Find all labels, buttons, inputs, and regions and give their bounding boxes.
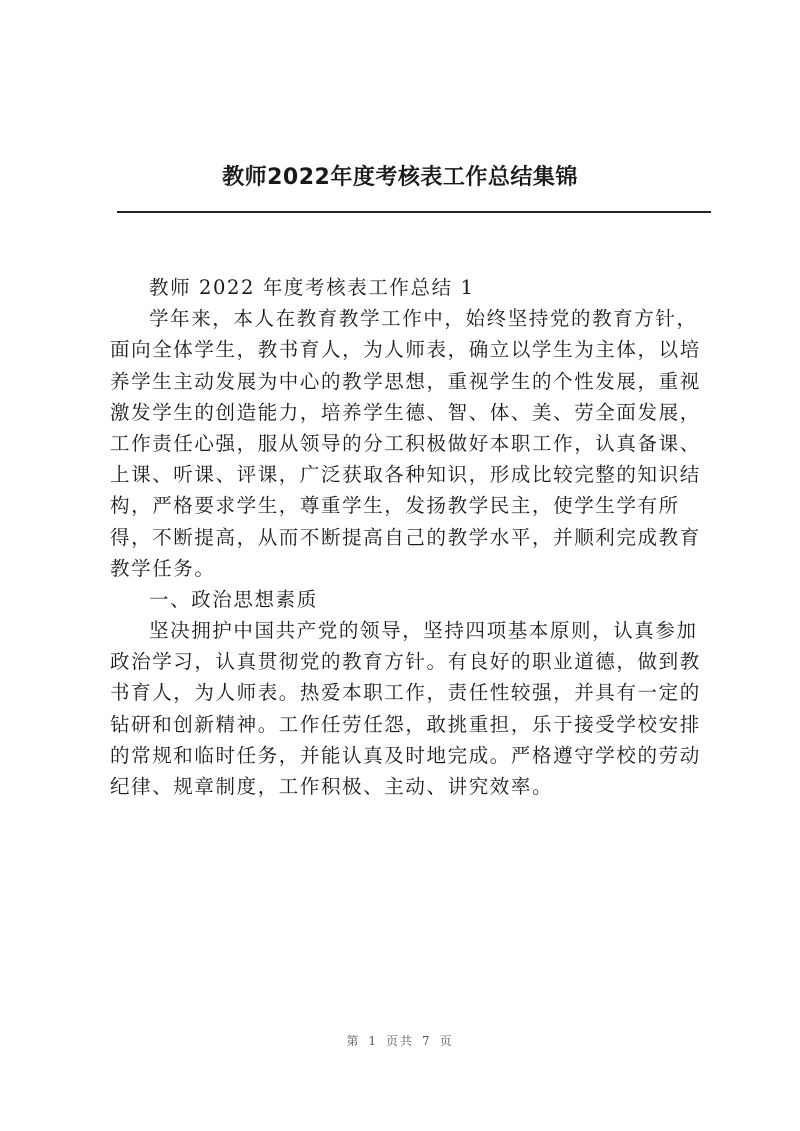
paragraph-line: 钻研和创新精神。工作任劳任怨，敢挑重担，乐于接受学校安排 — [110, 712, 701, 736]
paragraph-line: 得，不断提高，从而不断提高自己的教学水平，并顺利完成教育 — [110, 525, 701, 549]
paragraph-line: 教学任务。 — [110, 556, 216, 580]
title-divider — [117, 211, 711, 213]
paragraph-line: 激发学生的创造能力，培养学生德、智、体、美、劳全面发展， — [110, 400, 701, 424]
page-label-suffix: 页 — [439, 1034, 454, 1048]
document-title: 教师2022年度考核表工作总结集锦 — [222, 165, 578, 190]
page-label-prefix: 第 — [346, 1034, 361, 1048]
page-label-mid: 页共 — [385, 1034, 414, 1048]
paragraph-line: 养学生主动发展为中心的教学思想，重视学生的个性发展，重视 — [110, 369, 701, 393]
paragraph-line: 书育人，为人师表。热爱本职工作，责任性较强，并具有一定的 — [110, 681, 701, 705]
paragraph-line: 学年来，本人在教育教学工作中，始终坚持党的教育方针， — [149, 307, 698, 331]
paragraph-line: 构，严格要求学生，尊重学生，发扬教学民主，使学生学有所 — [110, 494, 680, 518]
paragraph-line: 的常规和临时任务，并能认真及时地完成。严格遵守学校的劳动 — [110, 743, 701, 767]
total-pages-number: 7 — [422, 1034, 432, 1048]
paragraph-line: 工作责任心强，服从领导的分工积极做好本职工作，认真备课、 — [110, 431, 701, 455]
document-body — [110, 272, 706, 802]
paragraph-line: 纪律、规章制度，工作积极、主动、讲究效率。 — [110, 775, 554, 798]
paragraph-line: 坚决拥护中国共产党的领导，坚持四项基本原则，认真参加 — [149, 619, 698, 643]
paragraph-line: 面向全体学生，教书育人，为人师表，确立以学生为主体，以培 — [110, 338, 701, 362]
section-title: 教师 2022 年度考核表工作总结 1 — [149, 276, 475, 299]
page-footer — [0, 1032, 800, 1049]
paragraph-line: 政治学习，认真贯彻党的教育方针。有良好的职业道德，做到教 — [110, 650, 701, 674]
section-heading: 一、政治思想素质 — [149, 587, 318, 611]
current-page-number: 1 — [368, 1034, 378, 1048]
paragraph-line: 上课、听课、评课，广泛获取各种知识，形成比较完整的知识结 — [110, 463, 701, 487]
